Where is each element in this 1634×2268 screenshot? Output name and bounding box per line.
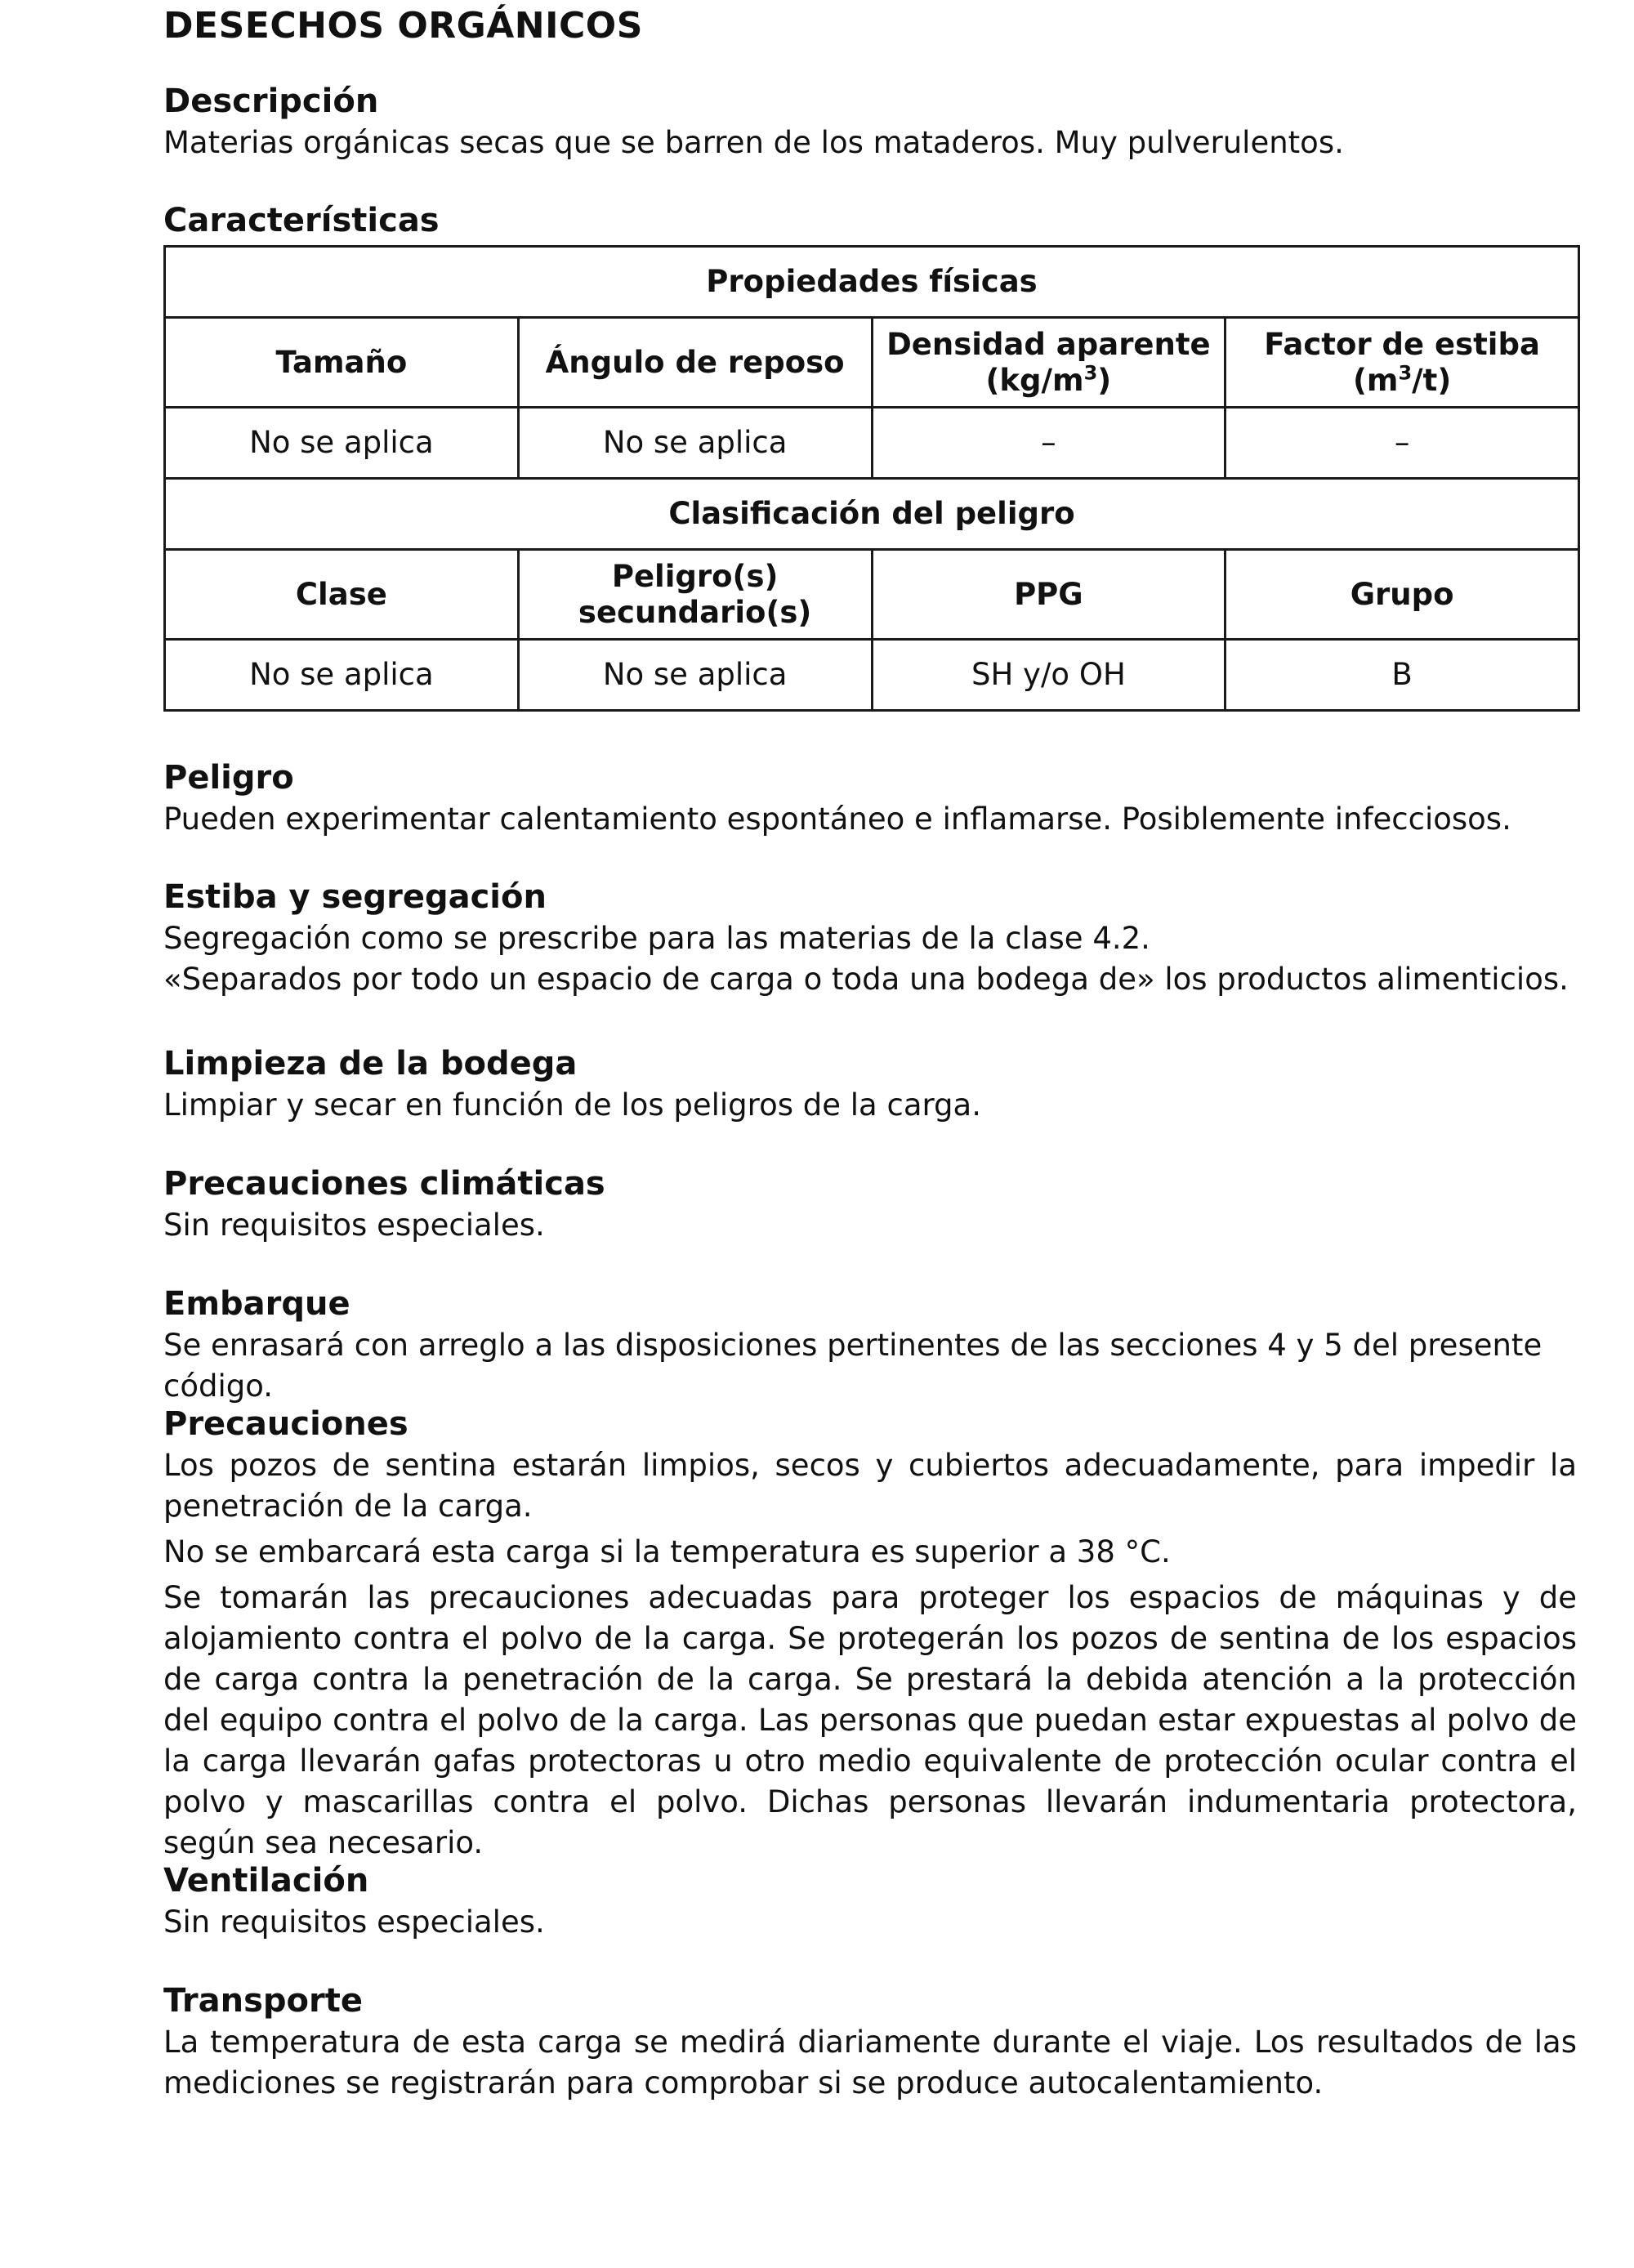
section-heading: Embarque [163,1285,350,1323]
section-heading: Estiba y segregación [163,878,547,916]
section-text: No se embarcará esta carga si la temperatura es superior a 38 °C. [163,1534,1171,1569]
header-stowage [1226,318,1579,408]
header-ppg: PPG [872,550,1226,640]
characteristics-table [163,245,1580,712]
section-descripcion [163,80,1577,163]
secondary-line1: Peligro(s) [611,558,779,594]
section-text: Sin requisitos especiales. [163,1208,545,1243]
table-row [165,247,1579,318]
header-size: Tamaño [165,318,519,408]
table-row [165,640,1579,711]
density-unit-pre: (kg/m [985,362,1084,398]
stowage-label: Factor de estiba [1264,326,1540,362]
table-row [165,479,1579,550]
section-caracteristicas [163,199,1577,242]
table-row [165,550,1579,640]
table-row [165,318,1579,408]
physical-properties-title: Propiedades físicas [165,247,1579,318]
value-secondary-hazard: No se aplica [518,640,872,711]
value-angle: No se aplica [518,408,872,479]
section-limpieza [163,1042,1577,1126]
density-label: Densidad aparente [886,326,1211,362]
section-climaticas [163,1163,1577,1246]
value-stowage: – [1226,408,1579,479]
section-text: «Separados por todo un espacio de carga o toda una bodega de» los productos alimenticios. [163,962,1569,997]
density-unit-post: ) [1097,362,1112,398]
section-text: Se enrasará con arreglo a las disposiciones pertinentes de las secciones 4 y 5 del presente código. [163,1328,1542,1404]
section-text: La temperatura de esta carga se medirá diariamente durante el viaje. Los resultados de las mediciones se registrarán para comprobar si se produce autocalentamiento. [163,2025,1577,2101]
section-heading: Transporte [163,1982,363,2020]
section-text: Materias orgánicas secas que se barren de los mataderos. Muy pulverulentos. [163,125,1344,160]
header-class: Clase [165,550,519,640]
section-peligro [163,757,1577,840]
section-heading: Precauciones climáticas [163,1165,605,1203]
section-transporte [163,1980,1577,2104]
section-text: Se tomarán las precauciones adecuadas para proteger los espacios de máquinas y de alojamiento contra el polvo de la carga. Se protegerán los pozos de sentina de los espacios de carga contra la penetración de la carga. Se prestará la debida atención a la protección del equipo contra el polvo de la carga. Las personas que puedan estar expuestas al polvo de la carga llevarán gafas protectoras u otro medio equivalente de protección ocular contra el polvo y mascarillas contra el polvo. Dichas personas llevarán indumentaria protectora, según sea necesario. [163,1580,1577,1860]
value-ppg: SH y/o OH [872,640,1226,711]
section-embarque [163,1283,1577,1407]
section-text: Limpiar y secar en función de los peligros de la carga. [163,1087,981,1123]
section-estiba [163,876,1577,1000]
section-heading: Descripción [163,83,379,120]
density-unit-sup: 3 [1083,361,1098,385]
header-secondary-hazard [518,550,872,640]
section-heading: Ventilación [163,1862,369,1900]
section-heading: Precauciones [163,1405,408,1443]
section-text: Segregación como se prescribe para las materias de la clase 4.2. [163,921,1150,956]
section-text: Pueden experimentar calentamiento espontáneo e inflamarse. Posiblemente infecciosos. [163,801,1511,837]
stowage-unit-sup: 3 [1398,361,1413,385]
section-text: Los pozos de sentina estarán limpios, secos y cubiertos adecuadamente, para impedir la penetración de la carga. [163,1448,1577,1524]
value-class: No se aplica [165,640,519,711]
header-density [872,318,1226,408]
document-title: DESECHOS ORGÁNICOS [163,5,643,47]
section-heading: Características [163,202,440,239]
section-ventilacion [163,1859,1577,1943]
value-density: – [872,408,1226,479]
stowage-unit-pre: (m [1352,362,1399,398]
header-group: Grupo [1226,550,1579,640]
table-row [165,408,1579,479]
header-angle: Ángulo de reposo [518,318,872,408]
stowage-unit-post: /t) [1412,362,1452,398]
section-heading: Limpieza de la bodega [163,1045,578,1083]
value-group: B [1226,640,1579,711]
section-text: Sin requisitos especiales. [163,1904,545,1940]
value-size: No se aplica [165,408,519,479]
secondary-line2: secundario(s) [578,594,812,630]
hazard-classification-title: Clasificación del peligro [165,479,1579,550]
section-precauciones [163,1403,1577,1864]
section-heading: Peligro [163,759,294,797]
